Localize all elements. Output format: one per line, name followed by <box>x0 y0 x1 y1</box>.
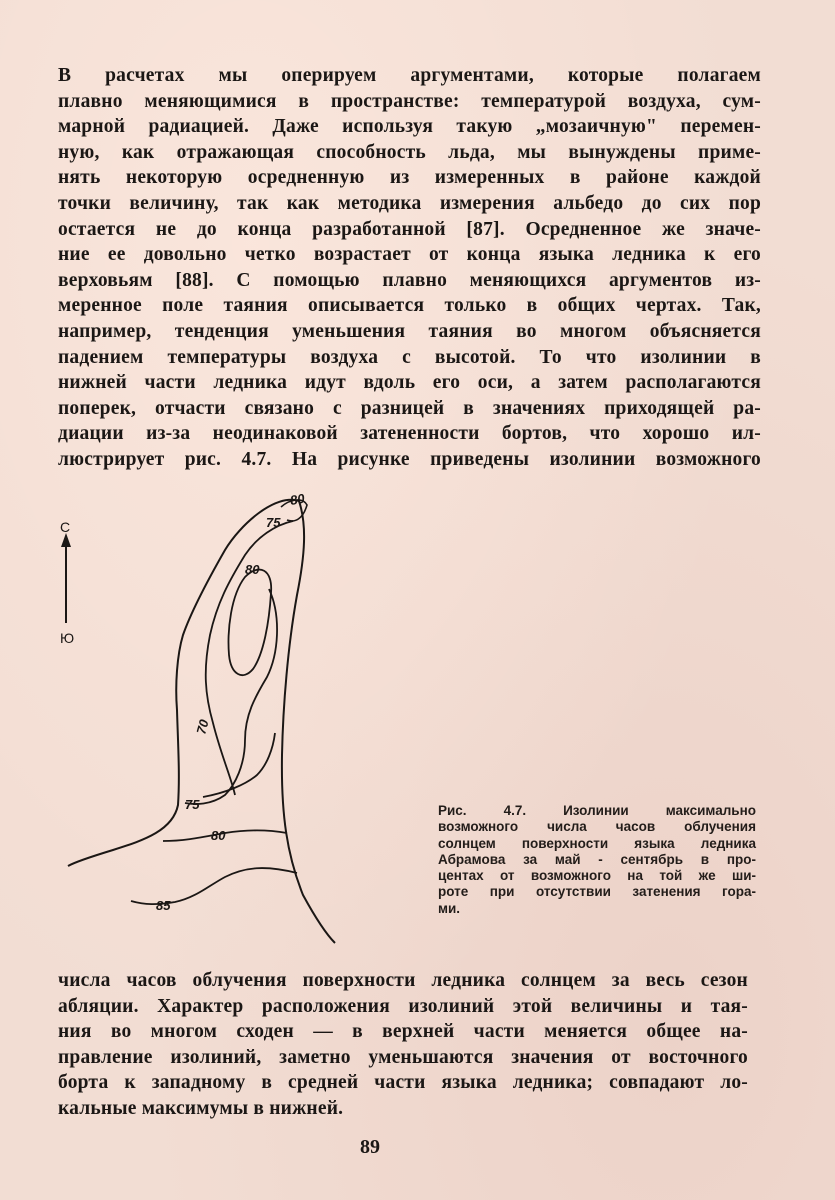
text-line: падением температуры воздуха с высотой. То что изолинии в <box>58 346 761 368</box>
text-line: числа часов облучения поверхности ледника солнцем за весь сезон <box>58 970 748 991</box>
text-line: люстрирует рис. 4.7. На рисунке приведены изолинии возможного <box>58 448 761 470</box>
text-line: плавно меняющимися в пространстве: температурой воздуха, сум- <box>58 90 761 112</box>
caption-line: ми. <box>438 900 461 916</box>
text-line: правление изолиний, заметно уменьшаются значения от восточного <box>58 1046 748 1068</box>
figure-caption <box>438 803 756 917</box>
caption-line: Рис. 4.7. Изолинии максимально <box>438 803 756 818</box>
glacier-isoline-map <box>35 485 435 950</box>
isoline-label-top: 80 <box>288 490 306 508</box>
text-line: кальные максимумы в нижней. <box>58 1097 344 1119</box>
isoline-80-inner <box>229 570 272 676</box>
compass-arrow <box>61 533 71 623</box>
text-line: ние ее довольно четко возрастает от конца языка ледника к его <box>58 244 761 266</box>
text-line: борта к западному в средней части языка ледника; совпадают ло- <box>58 1072 748 1094</box>
text-line: остается не до конца разработанной [87]. Осредненное же значе- <box>58 218 761 240</box>
caption-line: центах от возможного на той же ши- <box>438 868 756 884</box>
isoline-label-lower: 75 <box>185 797 200 812</box>
isoline-label-upper: 75 <box>266 515 281 530</box>
body-paragraph-bottom <box>58 968 748 1122</box>
isoline-label-bottom85: 85 <box>156 898 171 913</box>
text-line: В расчетах мы оперируем аргументами, которые полагаем <box>58 65 761 86</box>
text-line: точки величину, так как методика измерения альбедо до сих пор <box>58 192 761 214</box>
caption-line: солнцем поверхности языка ледника <box>438 835 756 851</box>
glacier-right-edge <box>282 501 335 943</box>
text-line: поперек, отчасти связано с разницей в значениях приходящей ра- <box>58 397 761 419</box>
isoline-label-mid: 70 <box>193 717 212 736</box>
text-line: например, тенденция уменьшения таяния во многом объясняется <box>58 320 761 342</box>
caption-line: Абрамова за май - сентябрь в про- <box>438 851 756 867</box>
isoline-label-bottom80: 80 <box>211 828 226 843</box>
text-line: нять некоторую осредненную из измеренных в районе каждой <box>58 167 761 189</box>
text-line: абляции. Характер расположения изолиний этой величины и тая- <box>58 995 748 1017</box>
caption-line: роте при отсутствии затенения гора- <box>438 884 756 900</box>
compass-south-label: Ю <box>60 630 75 646</box>
text-line: диации из-за неодинаковой затененности бортов, что хорошо ил- <box>58 423 761 445</box>
text-line: марной радиацией. Даже используя такую „мозаичную" перемен- <box>58 116 761 138</box>
text-line: нижней части ледника идут вдоль его оси, а затем располагаются <box>58 372 761 394</box>
body-paragraph-top <box>58 63 761 473</box>
text-line: ния во многом сходен — в верхней части меняется общее на- <box>58 1021 748 1043</box>
compass-north-label: С <box>60 519 71 535</box>
page-number: 89 <box>360 1136 380 1158</box>
isoline-75-lower <box>203 733 275 797</box>
caption-line: возможного числа часов облучения <box>438 819 756 835</box>
isoline-70 <box>185 589 277 804</box>
text-line: меренное поле таяния описывается только в общих чертах. Так, <box>58 295 761 317</box>
isoline-label-inner: 80 <box>245 562 260 577</box>
text-line: верховьям [88]. С помощью плавно меняющихся аргументов из- <box>58 269 761 291</box>
text-line: ную, как отражающая способность льда, мы вынуждены приме- <box>58 141 761 163</box>
